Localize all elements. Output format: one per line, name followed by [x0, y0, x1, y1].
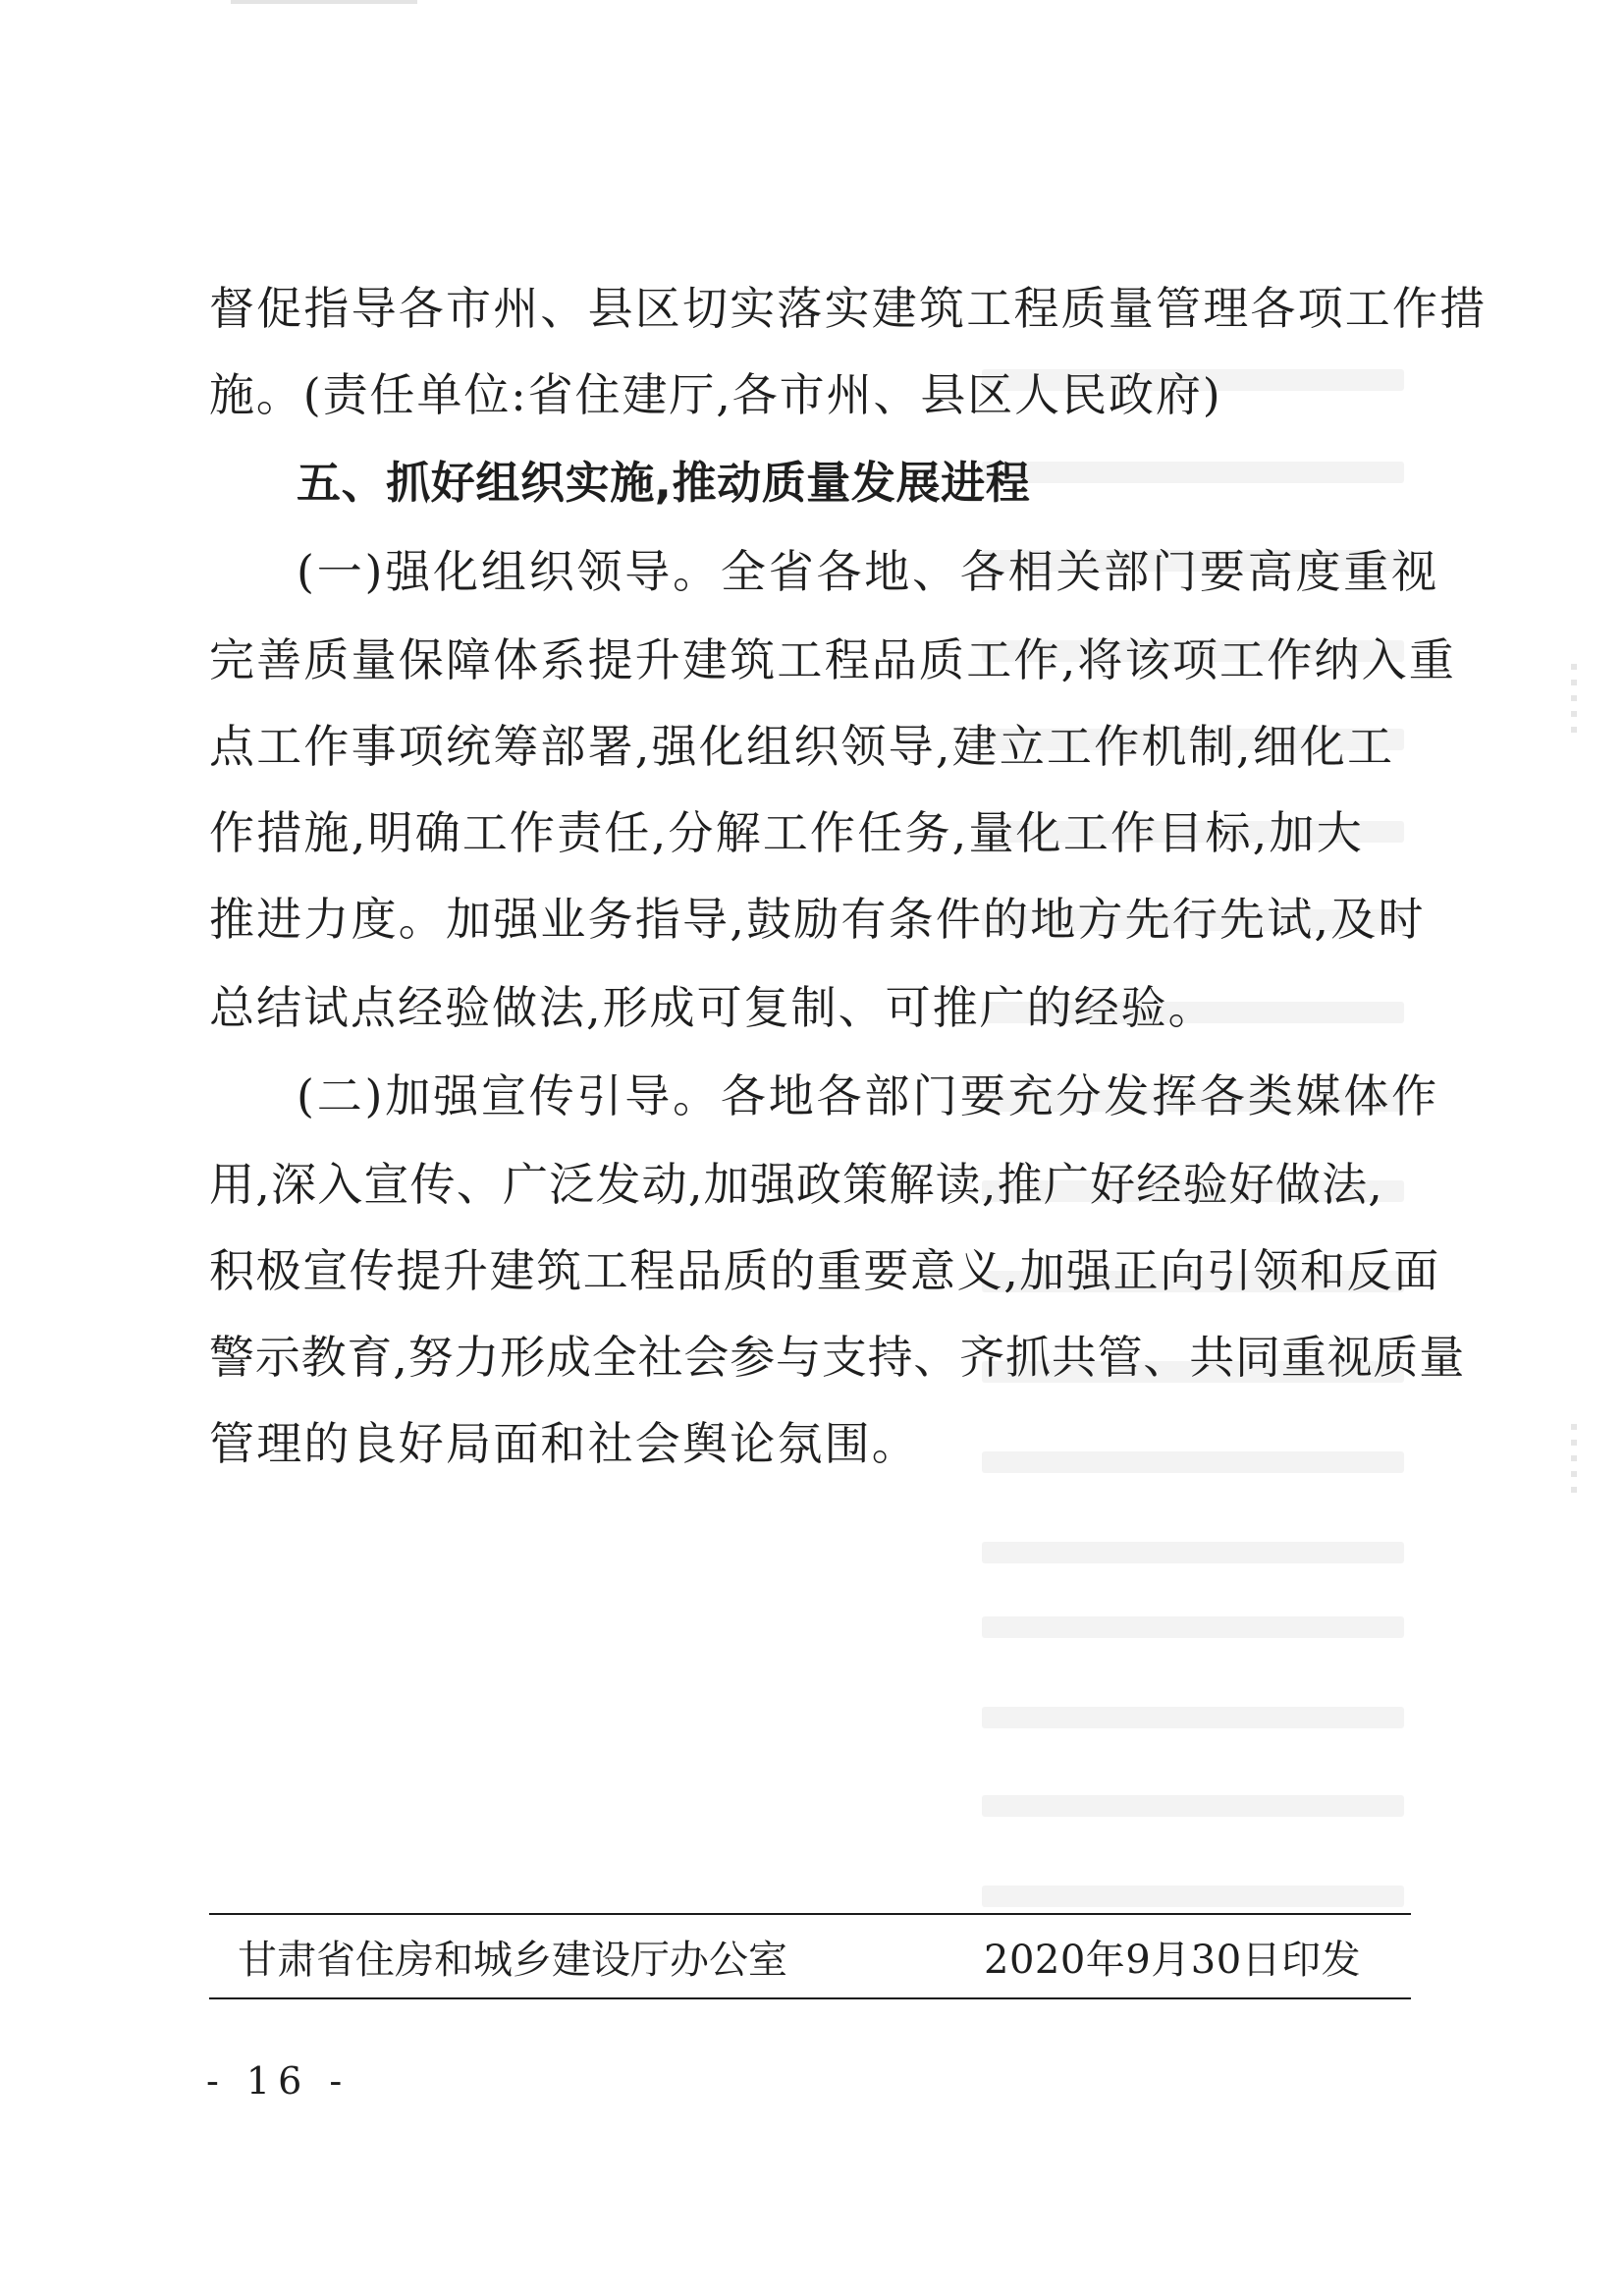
line-text: 完善质量保障体系提升建筑工程品质工作,将该项工作纳入重: [209, 633, 1457, 686]
issue-date: 2020年9月30日印发: [984, 1938, 1362, 1983]
body-line: [0, 1241, 1624, 1300]
body-line: [0, 630, 1624, 689]
line-text: 总结试点经验做法,形成可复制、可推广的经验。: [209, 981, 1216, 1034]
line-text: 警示教育,努力形成全社会参与支持、齐抓共管、共同重视质量: [209, 1331, 1466, 1384]
footer-bottom-rule: [209, 1997, 1411, 1999]
body-line: [0, 1414, 1624, 1473]
section-heading-text: 五、抓好组织实施,推动质量发展进程: [297, 457, 1031, 509]
line-text: 管理的良好局面和社会舆论氛围。: [209, 1417, 919, 1470]
issuing-office: 甘肃省住房和城乡建设厅办公室: [238, 1938, 787, 1983]
body-line: [0, 1328, 1624, 1387]
body-line: [0, 978, 1624, 1037]
line-text: 推进力度。加强业务指导,鼓励有条件的地方先行先试,及时: [209, 893, 1426, 946]
body-line: [0, 803, 1624, 862]
line-text: 施。(责任单位:省住建厅,各市州、县区人民政府): [209, 368, 1222, 421]
line-text: 督促指导各市州、县区切实落实建筑工程质量管理各项工作措: [209, 282, 1488, 335]
footer-top-rule: [209, 1913, 1411, 1915]
body-line: [0, 1155, 1624, 1214]
body-line: [0, 1066, 1624, 1125]
line-text: 点工作事项统筹部署,强化组织领导,建立工作机制,细化工: [209, 720, 1395, 773]
body-line: [0, 365, 1624, 424]
line-text: (二)加强宣传引导。各地各部门要充分发挥各类媒体作: [297, 1069, 1439, 1122]
section-heading: [0, 454, 1624, 513]
line-text: 作措施,明确工作责任,分解工作任务,量化工作目标,加大: [209, 806, 1364, 859]
page-number: - 16 -: [206, 2059, 351, 2103]
body-line: [0, 717, 1624, 776]
line-text: 用,深入宣传、广泛发动,加强政策解读,推广好经验好做法,: [209, 1158, 1384, 1211]
scan-edge-mark: [231, 0, 417, 4]
body-line: [0, 890, 1624, 949]
body-line: [0, 279, 1624, 338]
line-text: (一)强化组织领导。全省各地、各相关部门要高度重视: [297, 545, 1439, 598]
body-line: [0, 542, 1624, 601]
line-text: 积极宣传提升建筑工程品质的重要意义,加强正向引领和反面: [209, 1244, 1440, 1297]
